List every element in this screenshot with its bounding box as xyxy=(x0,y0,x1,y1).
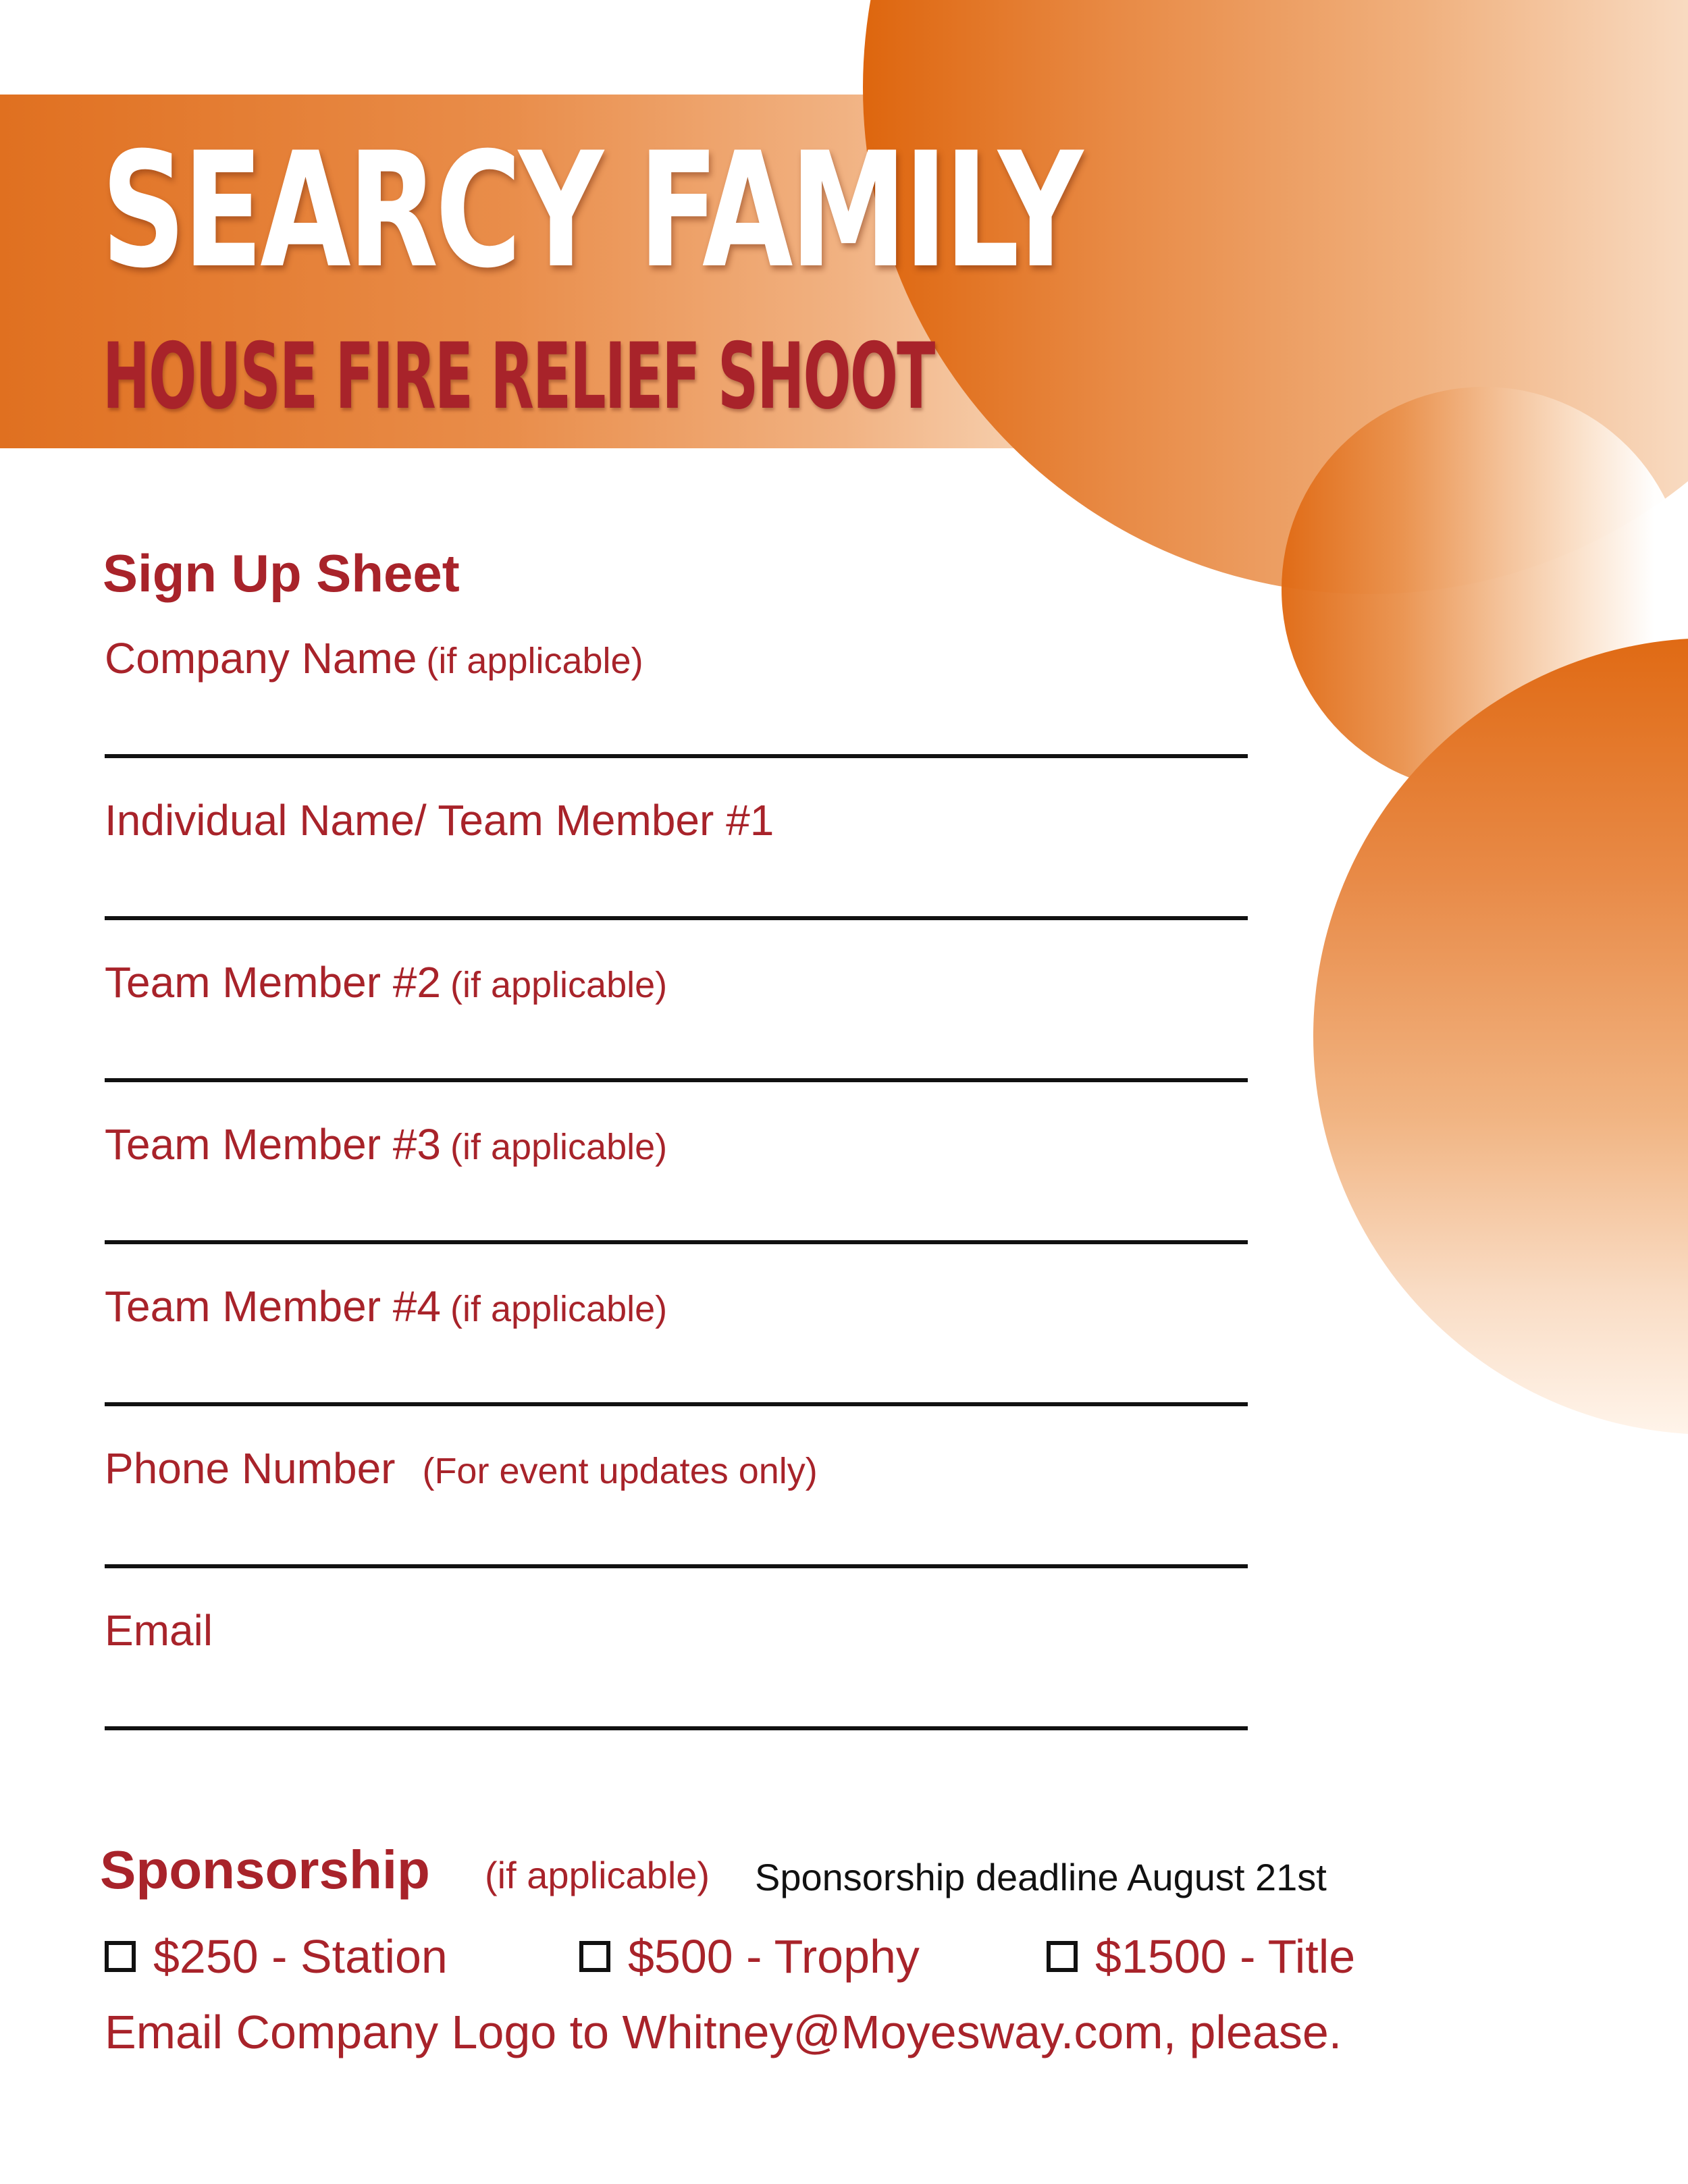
team-member-1-input-line[interactable] xyxy=(105,916,1248,920)
title-checkbox[interactable] xyxy=(1047,1941,1078,1972)
sponsorship-option-title[interactable] xyxy=(1047,1929,1355,1983)
email-field[interactable] xyxy=(105,1603,1248,1765)
option-label: $1500 - Title xyxy=(1095,1930,1356,1983)
station-checkbox[interactable] xyxy=(105,1941,136,1972)
phone-number-field[interactable] xyxy=(105,1441,1248,1603)
sponsorship-option-station[interactable] xyxy=(105,1929,448,1983)
field-note: (if applicable) xyxy=(450,1289,668,1329)
field-label: Team Member #4 (if applicable) xyxy=(105,1282,668,1331)
page-subtitle: HOUSE FIRE RELIEF SHOOT xyxy=(103,323,934,429)
field-label: Team Member #2 (if applicable) xyxy=(105,958,668,1007)
field-label: Individual Name/ Team Member #1 xyxy=(105,796,774,845)
sponsorship-option-trophy[interactable] xyxy=(579,1929,920,1983)
trophy-checkbox[interactable] xyxy=(579,1941,610,1972)
field-note: (if applicable) xyxy=(426,641,643,681)
sponsorship-note: (if applicable) xyxy=(485,1854,710,1896)
company-name-field[interactable] xyxy=(105,631,1248,793)
team-member-2-input-line[interactable] xyxy=(105,1078,1248,1082)
field-label: Phone Number (For event updates only) xyxy=(105,1444,818,1493)
field-note: (For event updates only) xyxy=(422,1451,818,1491)
team-member-3-field[interactable] xyxy=(105,1117,1248,1279)
field-note: (if applicable) xyxy=(450,1127,668,1167)
email-input-line[interactable] xyxy=(105,1726,1248,1730)
company-name-input-line[interactable] xyxy=(105,754,1248,758)
page-title: SEARCY FAMILY xyxy=(101,119,1080,303)
email-logo-instructions: Email Company Logo to Whitney@Moyesway.com, please. xyxy=(105,2006,1342,2058)
team-member-4-field[interactable] xyxy=(105,1279,1248,1441)
team-member-1-field[interactable] xyxy=(105,793,1248,955)
phone-number-input-line[interactable] xyxy=(105,1564,1248,1568)
sponsorship-deadline: Sponsorship deadline August 21st xyxy=(755,1856,1327,1898)
field-label: Company Name (if applicable) xyxy=(105,634,643,683)
decorative-circle-lower xyxy=(1313,638,1688,1435)
field-label: Team Member #3 (if applicable) xyxy=(105,1120,668,1169)
field-note: (if applicable) xyxy=(450,965,668,1005)
option-label: $500 - Trophy xyxy=(628,1930,920,1983)
option-label: $250 - Station xyxy=(153,1930,448,1983)
team-member-4-input-line[interactable] xyxy=(105,1402,1248,1406)
signup-heading: Sign Up Sheet xyxy=(103,543,460,603)
sponsorship-heading: Sponsorship xyxy=(100,1840,430,1900)
team-member-3-input-line[interactable] xyxy=(105,1240,1248,1244)
field-label: Email xyxy=(105,1606,213,1655)
team-member-2-field[interactable] xyxy=(105,955,1248,1117)
